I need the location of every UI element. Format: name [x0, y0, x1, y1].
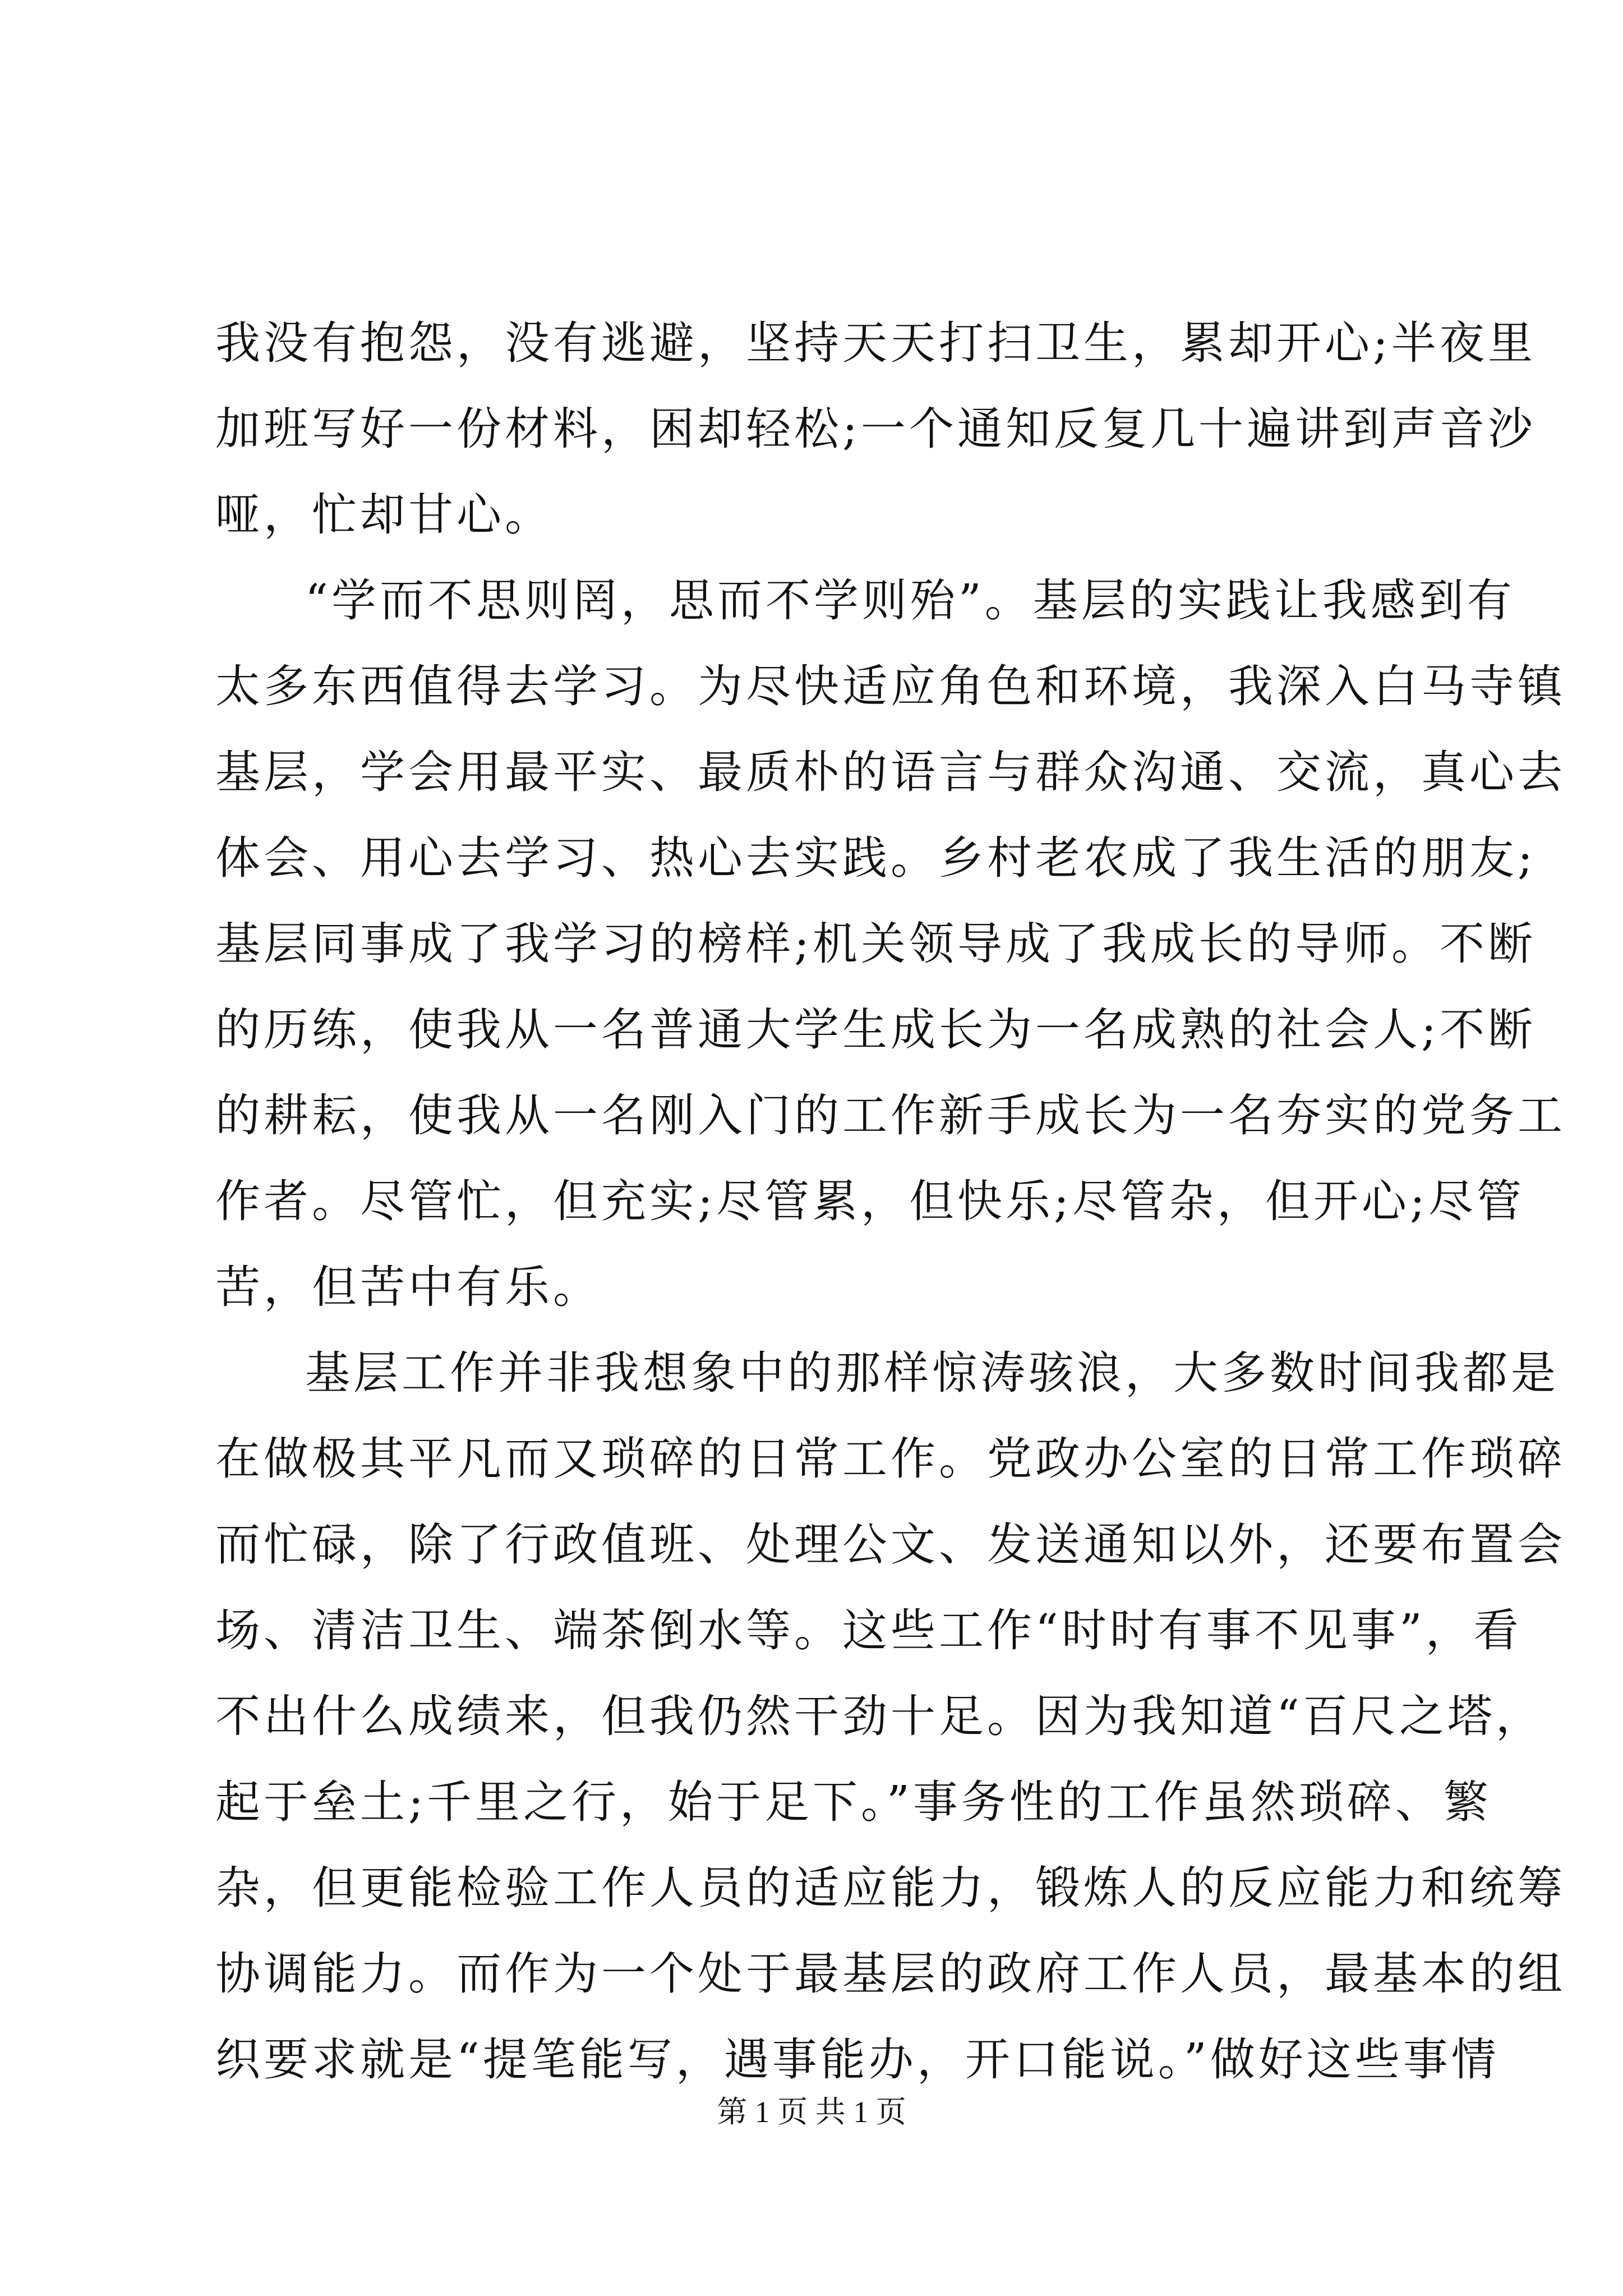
paragraph-first-line: 基层工作并非我想象中的那样惊涛骇浪，大多数时间我都是 — [305, 1347, 1559, 1399]
text-line: 不出什么成绩来，但我仍然干劲十足。因为我知道“百尺之塔， — [215, 1690, 1544, 1742]
paragraph-first-line: “学而不思则罔，思而不学则殆”。基层的实践让我感到有 — [305, 574, 1515, 627]
text-line: 的历练，使我从一名普通大学生成长为一名成熟的社会人;不断 — [215, 1004, 1536, 1056]
text-line: 起于垒土;千里之行，始于足下。”事务性的工作虽然琐碎、繁 — [215, 1776, 1492, 1828]
text-line: 基层，学会用最平实、最质朴的语言与群众沟通、交流，真心去 — [215, 746, 1566, 798]
text-line: 体会、用心去学习、热心去实践。乡村老农成了我生活的朋友; — [215, 832, 1536, 884]
text-line: 织要求就是“提笔能写，遇事能办，开口能说。”做好这些事情 — [215, 2033, 1500, 2086]
text-line: 我没有抱怨，没有逃避，坚持天天打扫卫生，累却开心;半夜里 — [215, 317, 1536, 369]
text-line: 而忙碌，除了行政值班、处理公文、发送通知以外，还要布置会 — [215, 1519, 1566, 1571]
text-line: 加班写好一份材料，困却轻松;一个通知反复几十遍讲到声音沙 — [215, 403, 1536, 455]
text-line: 协调能力。而作为一个处于最基层的政府工作人员，最基本的组 — [215, 1948, 1566, 2000]
text-line: 杂，但更能检验工作人员的适应能力，锻炼人的反应能力和统筹 — [215, 1862, 1566, 1914]
text-line: 的耕耘，使我从一名刚入门的工作新手成长为一名夯实的党务工 — [215, 1089, 1566, 1142]
text-line: 苦，但苦中有乐。 — [215, 1261, 601, 1313]
text-line: 场、清洁卫生、端茶倒水等。这些工作“时时有事不见事”，看 — [215, 1604, 1522, 1657]
text-line: 基层同事成了我学习的榜样;机关领导成了我成长的导师。不断 — [215, 918, 1536, 970]
text-line: 太多东西值得去学习。为尽快适应角色和环境，我深入白马寺镇 — [215, 660, 1566, 712]
page-number-footer: 第 1 页 共 1 页 — [717, 2095, 906, 2129]
text-line: 哑，忙却甘心。 — [215, 489, 553, 541]
text-line: 作者。尽管忙，但充实;尽管累，但快乐;尽管杂，但开心;尽管 — [215, 1175, 1525, 1227]
text-line: 在做极其平凡而又琐碎的日常工作。党政办公室的日常工作琐碎 — [215, 1433, 1566, 1485]
document-body — [215, 300, 1566, 2102]
